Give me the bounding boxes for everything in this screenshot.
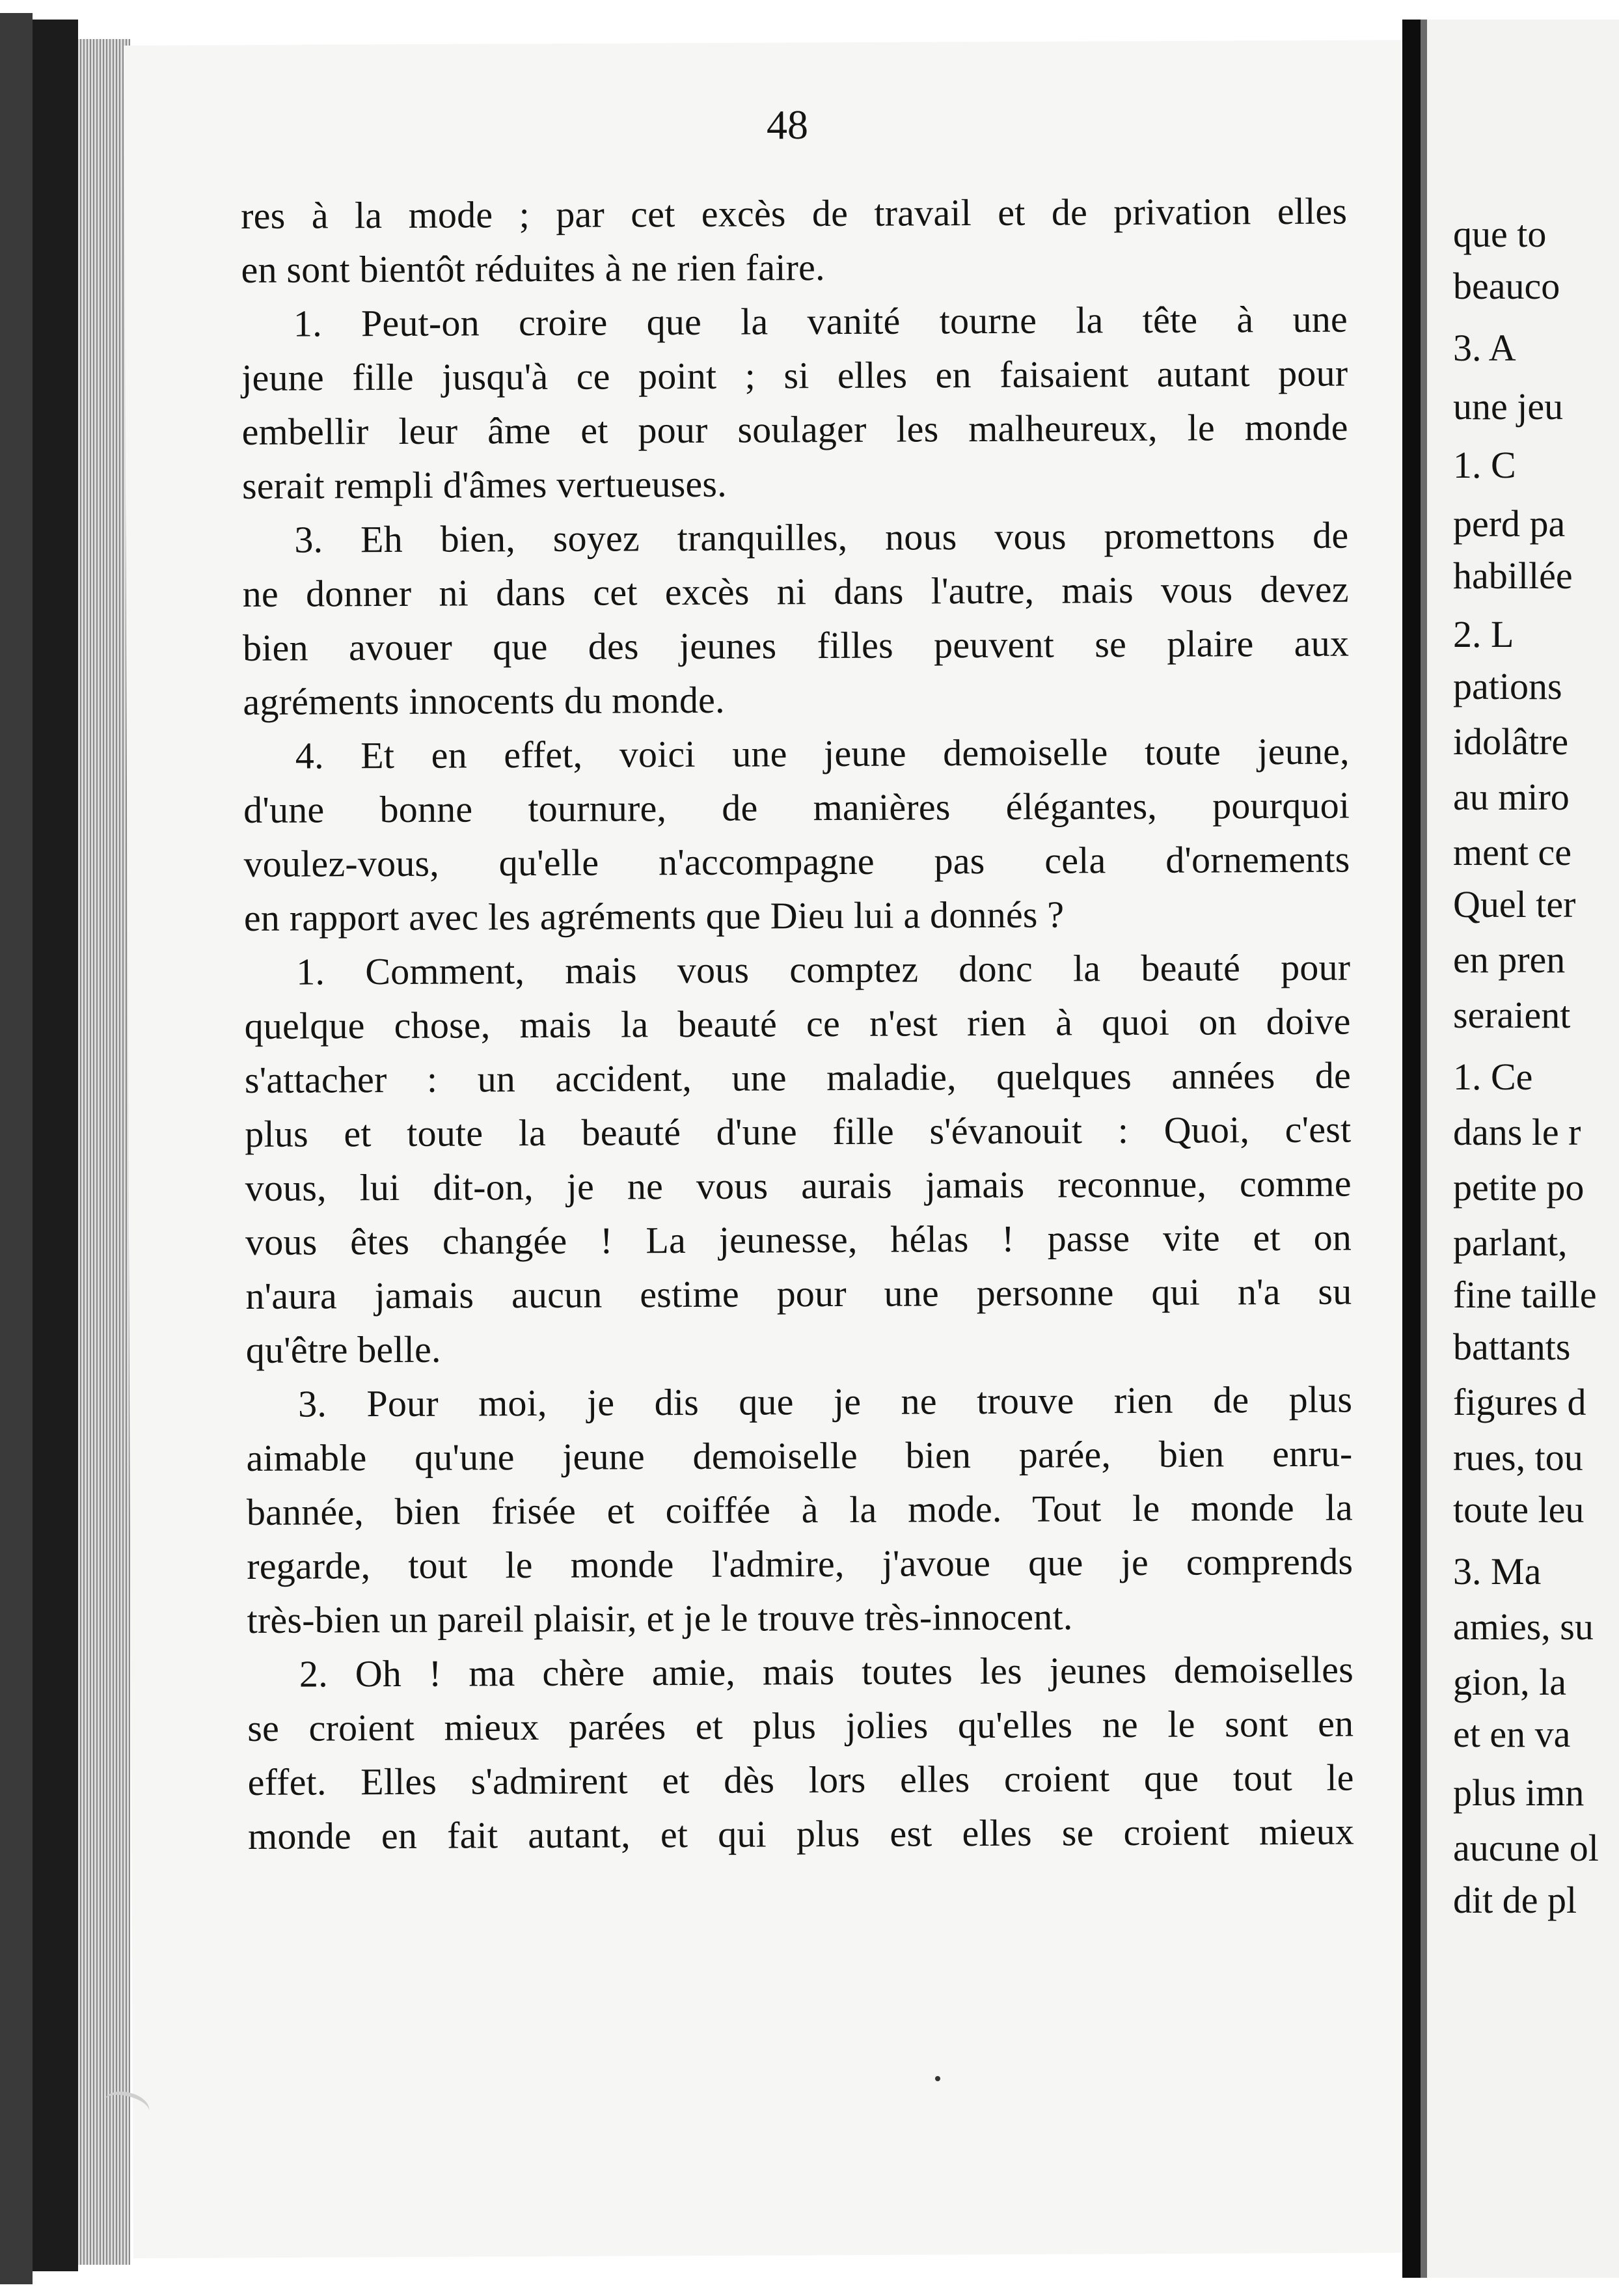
text-line: vous, lui dit-on, je ne vous aurais jamais reconnue, comme	[245, 1162, 1352, 1209]
text-line: se croient mieux parées et plus jolies qu'elles ne le sont en	[247, 1702, 1354, 1749]
facing-page-line: 1. C	[1453, 444, 1516, 486]
text-line: en sont bientôt réduites à ne rien faire.	[241, 246, 825, 291]
facing-page-line: petite po	[1453, 1166, 1585, 1209]
facing-page-line: idolâtre	[1453, 720, 1569, 763]
facing-page-line: figures d	[1453, 1381, 1586, 1423]
text-line: n'aura jamais aucun estime pour une personne qui n'a su	[245, 1270, 1352, 1317]
text-line: agréments innocents du monde.	[243, 678, 725, 723]
facing-page-line: que to	[1453, 213, 1547, 255]
book-gutter	[1402, 20, 1421, 2278]
facing-page-line: 3. Ma	[1453, 1550, 1542, 1592]
page-number: 48	[767, 102, 808, 148]
text-line: s'attacher : un accident, une maladie, quelques années de	[244, 1054, 1352, 1101]
text-line: monde en fait autant, et qui plus est elles se croient mieux	[247, 1810, 1355, 1857]
facing-page-line: 3. A	[1453, 327, 1516, 369]
text-line: jeune fille jusqu'à ce point ; si elles en faisaient autant pour	[241, 351, 1348, 399]
facing-page-line: fine taille	[1453, 1274, 1597, 1316]
right-page	[1427, 20, 1619, 2278]
text-line: 1. Peut-on croire que la vanité tourne la tête à une	[293, 297, 1348, 345]
book-spine-edge	[0, 13, 33, 2284]
text-line: 3. Eh bien, soyez tranquilles, nous vous promettons de	[294, 513, 1349, 561]
text-line: embellir leur âme et pour soulager les malheureux, le monde	[241, 405, 1348, 453]
text-line: regarde, tout le monde l'admire, j'avoue que je comprends	[247, 1540, 1354, 1587]
text-line: en rapport avec les agréments que Dieu lui a donnés ?	[243, 893, 1065, 939]
text-line: 3. Pour moi, je dis que je ne trouve rien de plus	[298, 1378, 1353, 1425]
facing-page-line: une jeu	[1453, 385, 1564, 428]
facing-page-line: battants	[1453, 1326, 1571, 1368]
facing-page-line: toute leu	[1453, 1488, 1585, 1531]
facing-page-line: au miro	[1453, 776, 1570, 818]
text-line: res à la mode ; par cet excès de travail et de privation elles	[241, 189, 1348, 237]
text-line: voulez-vous, qu'elle n'accompagne pas cela d'ornements	[243, 838, 1350, 885]
facing-page-line: dans le r	[1453, 1111, 1581, 1153]
facing-page-line: 2. L	[1453, 613, 1514, 655]
gutter-shadow	[1421, 20, 1427, 2278]
facing-page-line: perd pa	[1453, 502, 1566, 545]
text-line: très-bien un pareil plaisir, et je le trouve très-innocent.	[247, 1595, 1073, 1641]
facing-page-line: dit de pl	[1453, 1879, 1577, 1921]
text-line: bannée, bien frisée et coiffée à la mode. Tout le monde la	[246, 1486, 1353, 1533]
facing-page-line: beauco	[1453, 265, 1560, 307]
text-line: serait rempli d'âmes vertueuses.	[241, 462, 727, 507]
facing-page-line: seraient	[1453, 994, 1571, 1036]
text-line: effet. Elles s'admirent et dès lors elles croient que tout le	[247, 1756, 1354, 1803]
facing-page-line: et en va	[1453, 1713, 1571, 1755]
text-line: 4. Et en effet, voici une jeune demoiselle toute jeune,	[295, 730, 1350, 777]
facing-page-line: parlant,	[1453, 1222, 1568, 1264]
left-page-text	[241, 184, 1354, 1863]
text-line: bien avouer que des jeunes filles peuvent se plaire aux	[242, 622, 1350, 669]
text-line: plus et toute la beauté d'une fille s'évanouit : Quoi, c'est	[245, 1108, 1352, 1155]
text-line: qu'être belle.	[245, 1328, 441, 1371]
book-cover-edge	[33, 20, 78, 2271]
facing-page-line: amies, su	[1453, 1606, 1594, 1648]
text-line: d'une bonne tournure, de manières élégantes, pourquoi	[243, 784, 1350, 831]
facing-page-line: pations	[1453, 665, 1562, 707]
facing-page-line: gion, la	[1453, 1661, 1566, 1703]
text-line: aimable qu'une jeune demoiselle bien parée, bien enru-	[246, 1432, 1353, 1479]
facing-page-line: habillée	[1453, 554, 1573, 597]
text-line: vous êtes changée ! La jeunesse, hélas ! passe vite et on	[245, 1216, 1352, 1263]
facing-page-line: ment ce	[1453, 831, 1571, 873]
facing-page-line: Quel ter	[1453, 883, 1576, 925]
text-line: ne donner ni dans cet excès ni dans l'autre, mais vous devez	[242, 567, 1349, 615]
text-line: quelque chose, mais la beauté ce n'est rien à quoi on doive	[244, 1000, 1351, 1047]
ink-speck	[935, 2076, 940, 2081]
text-line: 1. Comment, mais vous comptez donc la beauté pour	[296, 946, 1351, 993]
text-line: 2. Oh ! ma chère amie, mais toutes les jeunes demoiselles	[299, 1648, 1354, 1695]
facing-page-line: en pren	[1453, 938, 1566, 981]
facing-page-line: rues, tou	[1453, 1436, 1583, 1479]
facing-page-line: 1. Ce	[1453, 1056, 1533, 1098]
facing-page-line: plus imn	[1453, 1771, 1585, 1814]
page-stack-edges	[78, 39, 130, 2265]
facing-page-line: aucune ol	[1453, 1827, 1599, 1869]
